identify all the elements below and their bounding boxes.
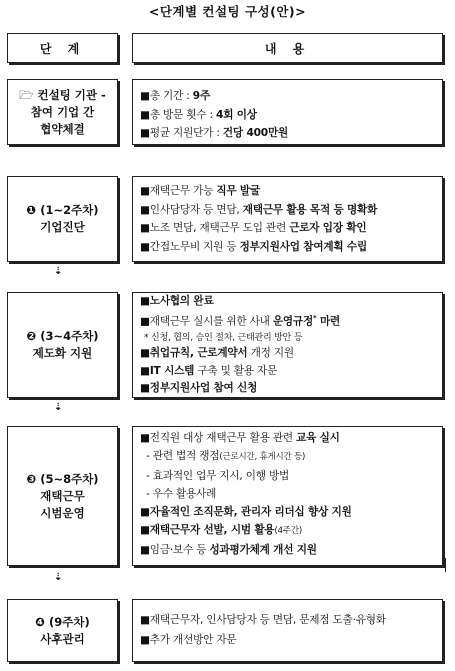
down-arrow-icon: ⇣ <box>54 266 63 277</box>
stage-1-content <box>132 176 443 262</box>
stage-2-range: (3~4주차) <box>40 329 99 343</box>
stage-number-1: ❶ <box>26 203 37 217</box>
stage-2-institutionalization <box>7 292 118 398</box>
stage-1-diagnosis <box>7 176 118 262</box>
list-item: ■전직원 대상 재택근무 활용 관련 교육 실시 <box>140 432 340 444</box>
stage-3-name-line2: 시범운영 <box>40 505 85 520</box>
footnote: * 신청, 협의, 승인 절차, 근태관리 방안 등 <box>144 333 303 344</box>
list-item: ■재택근무자, 인사담당자 등 면담, 문제점 도출·유형화 <box>140 614 386 626</box>
list-item: ■간접노무비 지원 등 정부지원사업 참여계획 수립 <box>140 240 367 253</box>
page-title: <단계별 컨설팅 구성(안)> <box>148 4 307 19</box>
list-item: - 효과적인 업무 지시, 이행 방법 <box>146 469 290 482</box>
list-item: ■임금·보수 등 성과평가체계 개선 지원 <box>140 543 317 556</box>
list-item: ■취업규칙, 근로계약서 개정 지원 <box>140 347 294 360</box>
stage-agreement-label-line1: 컨설팅 기관 - <box>37 87 106 102</box>
stage-4-follow-up <box>7 599 118 662</box>
stage-4-content <box>132 599 443 662</box>
list-item: ■IT 시스템 구축 및 활용 자문 <box>140 364 278 377</box>
stage-number-3: ❸ <box>26 471 37 486</box>
list-item: ■재택근무 가능 직무 발굴 <box>140 185 260 197</box>
list-item: ■정부지원사업 참여 신청 <box>140 382 258 395</box>
content-header-label: 내 용 <box>264 41 311 56</box>
stage-3-content <box>132 426 443 566</box>
list-item: ■노조 면담, 재택근무 도입 관련 근로자 입장 확인 <box>140 222 367 235</box>
stage-1-range: (1~2주차) <box>40 203 99 217</box>
stage-3-name-line1: 재택근무 <box>40 488 85 503</box>
stage-2-name: 제도화 지원 <box>32 346 93 360</box>
stage-1-name: 기업진단 <box>40 220 85 234</box>
list-item: ■재택근무자 선발, 시범 활용(4주간) <box>140 524 302 537</box>
stage-3-range: (5~8주차) <box>40 471 99 486</box>
list-item: ■추가 개선방안 자문 <box>140 634 237 646</box>
stage-4-name: 사후관리 <box>40 631 85 646</box>
stage-agreement-label-line2: 참여 기업 간 <box>30 104 95 119</box>
content-column-header <box>132 33 443 63</box>
list-item: ■총 방문 횟수 : 4회 이상 <box>140 108 257 121</box>
list-item: ■평균 지원단가 : 건당 400만원 <box>140 127 289 140</box>
list-item: - 관련 법적 쟁점(근로시간, 휴게시간 등) <box>146 450 306 463</box>
stage-number-4: ❹ <box>35 614 45 629</box>
divider <box>445 558 446 572</box>
list-item: - 우수 활용사례 <box>146 487 217 500</box>
stage-agreement <box>7 79 118 145</box>
list-item: ■총 기간 : 9주 <box>140 90 211 102</box>
stage-agreement-content <box>132 79 443 145</box>
down-arrow-icon: ⇣ <box>54 402 63 413</box>
stage-2-content <box>132 292 443 398</box>
stage-agreement-label-line3: 협약체결 <box>40 121 85 136</box>
list-item: ■재택근무 실시를 위한 사내 운영규정* 마련 <box>140 314 341 328</box>
down-arrow-icon: ⇣ <box>54 572 63 583</box>
folder-icon: 🗁 <box>19 87 34 102</box>
list-item: ■자율적인 조직문화, 관리자 리더십 향상 지원 <box>140 506 352 519</box>
stage-number-2: ❷ <box>26 329 37 343</box>
stage-column-header <box>7 33 118 63</box>
list-item: ■인사담당자 등 면담, 재택근무 활용 목적 등 명확화 <box>140 203 378 216</box>
stage-header-label: 단 계 <box>39 41 86 56</box>
list-item: ■노사협의 완료 <box>140 295 214 307</box>
stage-4-range: (9주차) <box>49 614 90 629</box>
stage-3-pilot <box>7 426 118 566</box>
